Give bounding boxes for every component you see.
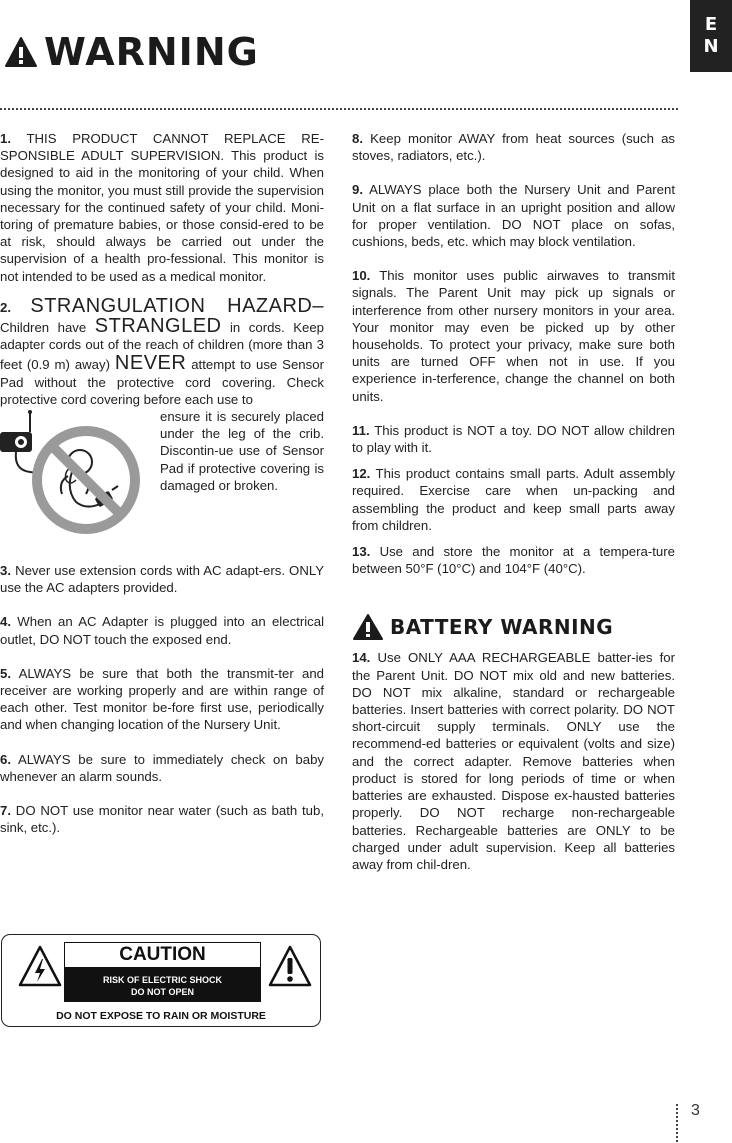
caution-footer: DO NOT EXPOSE TO RAIN OR MOISTURE (56, 1010, 266, 1022)
lang-letter: E (704, 14, 718, 35)
battery-warning-heading: BATTERY WARNING (352, 613, 675, 641)
warning-item-8: 8. Keep monitor AWAY from heat sources (such as stoves, radiators, etc.). (352, 131, 675, 164)
caution-line-1: RISK OF ELECTRIC SHOCK (102, 975, 222, 985)
page-title (4, 28, 259, 76)
title-text: WARNING (44, 30, 259, 74)
warning-item-14: 14. Use ONLY AAA RECHARGEABLE batter-ies for the Parent Unit. DO NOT mix old and new batteries. DO NOT mix alkaline, standard or rechargeable batteries. Insert batteries with correct polarity. DO NOT short-circuit supply terminals. ONLY use the recommend-ed batteries or equivalent (volts and size) and the correct adapter. Remove batteries when product is stored for long periods of time or when batteries are exhausted. Dispose ex-hausted batteries properly. DO NOT recharge non-rechargeable batteries. Rechargeable batteries are ONLY to be charged under adult supervision. Keep all batteries away from chil-dren. (352, 650, 675, 872)
warning-item-13: 13. Use and store the monitor at a tempera-ture between 50°F (10°C) and 104°F (40°C). (352, 544, 675, 577)
warning-item-6: 6. ALWAYS be sure to immediately check on baby whenever an alarm sounds. (0, 751, 324, 784)
warning-item-11: 11. This product is NOT a toy. DO NOT allow children to play with it. (352, 422, 675, 456)
exclamation-triangle-icon (268, 945, 312, 987)
lang-letter: N (703, 36, 719, 57)
warning-triangle-icon (4, 36, 38, 68)
warning-item-10: 10. This monitor uses public airwaves to transmit signals. The Parent Unit may pick up signals or interference from other nursery monitors in your area. Your monitor may even be picked up by other households. To protect your privacy, make sure both units are turned OFF when not in use. If you experience in-terference, change the channel on both units. (352, 268, 675, 404)
no-baby-cord-icon (0, 410, 152, 538)
caution-line-2: DO NOT OPEN (130, 987, 194, 997)
left-column (0, 130, 324, 836)
warning-item-9: 9. ALWAYS place both the Nursery Unit and Parent Unit on a flat surface in an upright position and allow for proper ventilation. DO NOT place on sofas, cushions, beds, etc. which may block ventilation. (352, 182, 676, 250)
page-number-divider (676, 1104, 678, 1142)
warning-item-2: 2. STRANGULATION HAZARD– Children have STRANGLED in cords. Keep adapter cords out of the reach of children (more than 3 feet (0.9 m) away) NEVER attempt to use Sensor Pad without the protective cord covering. Check protective cord covering before each use to ensure it is securely placed under the leg of the crib. Discontin-ue use of Sensor Pad if protective covering is damaged or broken. (0, 296, 324, 538)
warning-item-1: 1. THIS PRODUCT CANNOT REPLACE RE-SPONSIBLE ADULT SUPERVISION. This product is designed to aid in the monitoring of your child. When using the monitor, you must still provide the supervision necessary for the continued safety of your child. Moni-toring of premature babies, or those consid-ered to be at risk, should always be carried out under the supervision of a health pro-fessional. This monitor is not intended to be used as a medical monitor. (0, 131, 324, 284)
warning-item-4: 4. When an AC Adapter is plugged into an electrical outlet, DO NOT touch the exposed end. (0, 614, 325, 647)
warning-item-12: 12. This product contains small parts. Adult assembly required. Exercise care when un-packing and assembling the product and keep small parts away from children. (352, 466, 675, 533)
right-column (352, 130, 675, 873)
dotted-divider (0, 108, 678, 110)
warning-item-3: 3. Never use extension cords with AC adapt-ers. ONLY use the AC adapters provided. (0, 563, 324, 596)
warning-item-5: 5. ALWAYS be sure that both the transmit-ter and receiver are working properly and are within range of each other. Test monitor be-fore first use, periodically and when changing location of the Nursery Unit. (0, 665, 325, 733)
caution-sign (64, 942, 261, 1002)
electric-bolt-icon (18, 945, 62, 987)
language-tab (690, 0, 732, 72)
caution-label (1, 934, 321, 1027)
warning-item-7: 7. DO NOT use monitor near water (such as bath tub, sink, etc.). (0, 803, 324, 836)
page-number: 3 (691, 1102, 700, 1119)
battery-warning-triangle-icon (352, 613, 384, 641)
caution-title: CAUTION (65, 943, 260, 968)
strangulation-hazard: STRANGULATION HAZARD– (30, 294, 324, 317)
